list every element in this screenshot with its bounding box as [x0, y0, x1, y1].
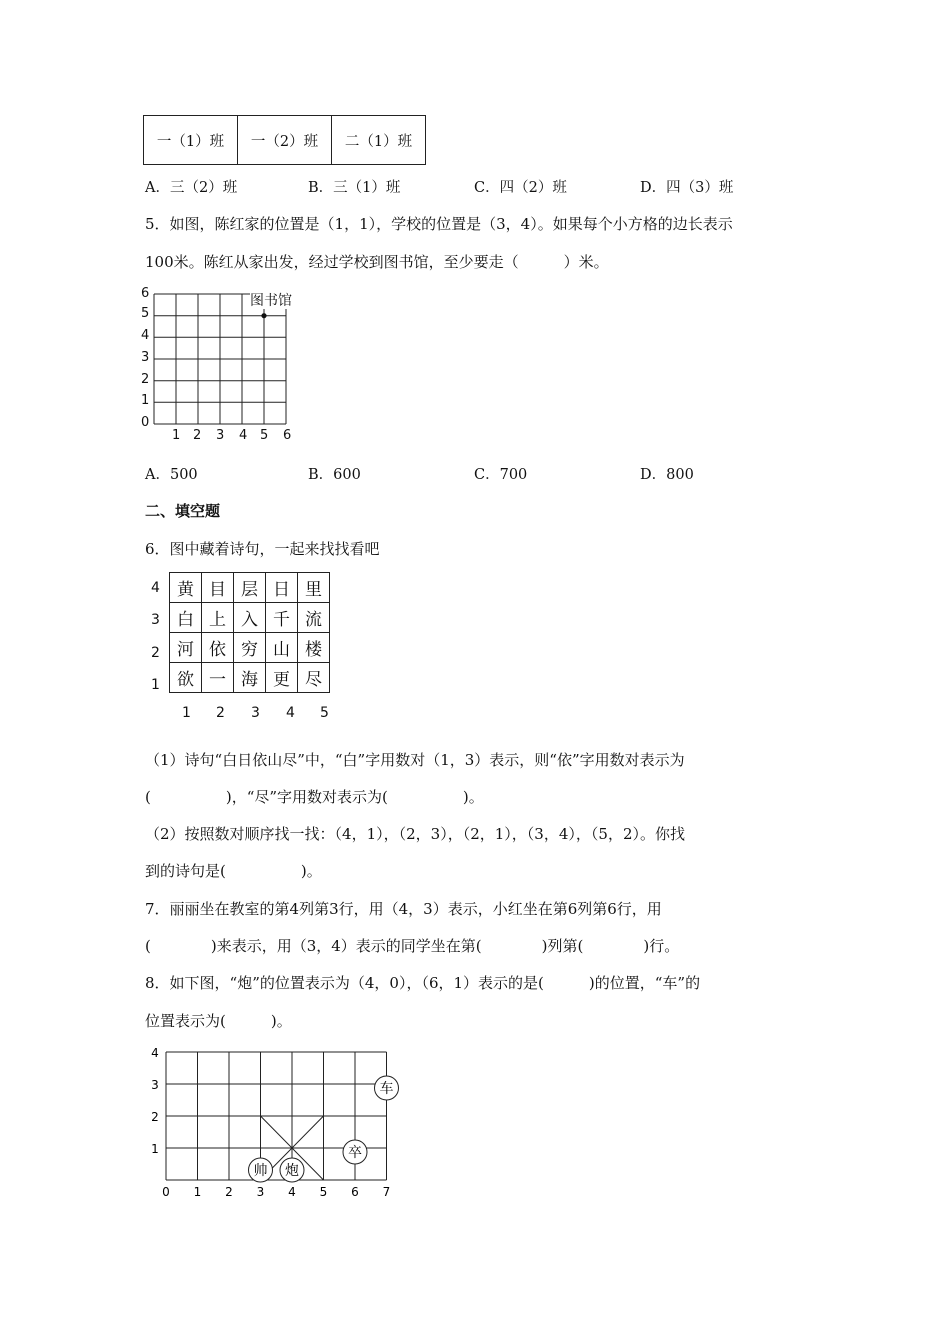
piece-pao: 炮 [285, 1163, 299, 1179]
chess-board-figure [145, 1045, 405, 1205]
y-tick: 2 [151, 1110, 159, 1124]
poem-grid [169, 572, 330, 693]
y-tick: 3 [141, 350, 150, 365]
q4-option-a: A．三（2）班 [145, 180, 238, 196]
y-tick: 1 [141, 393, 150, 408]
poem-cell: 海 [234, 663, 266, 693]
q7-line2: ( )来表示，用（3，4）表示的同学坐在第( )列第( )行。 [145, 937, 680, 955]
q4-option-b: B．三（1）班 [308, 180, 401, 196]
poem-cell: 一 [202, 663, 234, 693]
piece-che: 车 [379, 1081, 394, 1097]
y-tick: 1 [151, 1142, 159, 1156]
x-tick: 1 [172, 428, 181, 443]
q4-option-c: C．四（2）班 [474, 180, 567, 196]
q8-line2: 位置表示为( )。 [145, 1012, 292, 1030]
q6-part2-line1: （2）按照数对顺序找一找：（4，1），（2，3），（2，1），（3，4），（5，2）。你找 [145, 825, 685, 843]
q5-option-d: D．800 [640, 467, 694, 483]
x-tick: 3 [256, 1185, 265, 1199]
y-tick: 6 [141, 286, 150, 301]
row-label: 3 [151, 612, 160, 628]
y-tick: 0 [141, 415, 150, 430]
piece-shuai: 帅 [253, 1163, 268, 1179]
poem-cell: 目 [202, 573, 234, 603]
col-label: 4 [286, 705, 295, 721]
q6-intro: 6．图中藏着诗句，一起来找找看吧 [145, 540, 380, 558]
class-cell: 一（1）班 [144, 116, 238, 165]
x-tick: 4 [239, 428, 248, 443]
poem-cell: 欲 [170, 663, 202, 693]
piece-zu: 卒 [348, 1145, 362, 1161]
q4-option-d: D．四（3）班 [640, 180, 734, 196]
poem-cell: 白 [170, 603, 202, 633]
col-label: 1 [182, 705, 191, 721]
x-tick: 2 [193, 428, 202, 443]
class-table [143, 115, 426, 165]
y-tick: 3 [151, 1078, 159, 1092]
q6-part1-line2: ( )，“尽”字用数对表示为( )。 [145, 788, 484, 806]
poem-cell: 入 [234, 603, 266, 633]
y-tick: 4 [151, 1046, 159, 1060]
col-label: 3 [251, 705, 260, 721]
x-tick: 6 [283, 428, 292, 443]
library-point [261, 313, 266, 318]
col-label: 2 [216, 705, 225, 721]
q5-text-line2: 100米。陈红从家出发，经过学校到图书馆，至少要走（ ）米。 [145, 253, 609, 271]
poem-cell: 更 [266, 663, 298, 693]
q8-line1: 8．如下图，“炮”的位置表示为（4，0），（6，1）表示的是( )的位置，“车”的 [145, 974, 701, 992]
class-cell: 一（2）班 [238, 116, 332, 165]
poem-cell: 日 [266, 573, 298, 603]
poem-cell: 河 [170, 633, 202, 663]
poem-cell: 上 [202, 603, 234, 633]
q5-grid-figure [135, 285, 305, 445]
poem-cell: 黄 [170, 573, 202, 603]
x-tick: 7 [382, 1185, 391, 1199]
y-tick: 2 [141, 372, 150, 387]
class-cell: 二（1）班 [332, 116, 426, 165]
poem-cell: 穷 [234, 633, 266, 663]
x-tick: 3 [216, 428, 225, 443]
row-label: 4 [151, 580, 160, 596]
x-tick: 1 [193, 1185, 202, 1199]
section-title: 二、填空题 [145, 502, 221, 520]
poem-cell: 流 [298, 603, 330, 633]
col-label: 5 [320, 705, 329, 721]
x-tick: 2 [225, 1185, 233, 1199]
q5-grid-svg [135, 285, 305, 445]
poem-cell: 尽 [298, 663, 330, 693]
x-tick: 5 [319, 1185, 328, 1199]
q7-line1: 7．丽丽坐在教室的第4列第3行，用（4，3）表示，小红坐在第6列第6行，用 [145, 900, 662, 918]
q6-part1-line1: （1）诗句“白日依山尽”中，“白”字用数对（1，3）表示，则“依”字用数对表示为 [145, 751, 685, 769]
q5-text-line1: 5．如图，陈红家的位置是（1，1），学校的位置是（3，4）。如果每个小方格的边长表示 [145, 215, 733, 233]
poem-cell: 山 [266, 633, 298, 663]
poem-cell: 里 [298, 573, 330, 603]
poem-cell: 依 [202, 633, 234, 663]
x-tick: 6 [351, 1185, 359, 1199]
chess-board-svg [145, 1045, 405, 1205]
q5-option-b: B．600 [308, 467, 361, 483]
poem-cell: 层 [234, 573, 266, 603]
x-tick: 5 [260, 428, 269, 443]
q5-option-a: A．500 [145, 467, 198, 483]
q5-option-c: C．700 [474, 467, 528, 483]
poem-cell: 千 [266, 603, 298, 633]
y-tick: 4 [141, 328, 150, 343]
row-label: 2 [151, 645, 160, 661]
library-label: 图书馆 [250, 293, 292, 309]
x-tick: 4 [288, 1185, 296, 1199]
y-tick: 5 [141, 306, 150, 321]
poem-cell: 楼 [298, 633, 330, 663]
row-label: 1 [151, 677, 160, 693]
q6-part2-line2: 到的诗句是( )。 [145, 862, 322, 880]
x-tick: 0 [162, 1185, 170, 1199]
